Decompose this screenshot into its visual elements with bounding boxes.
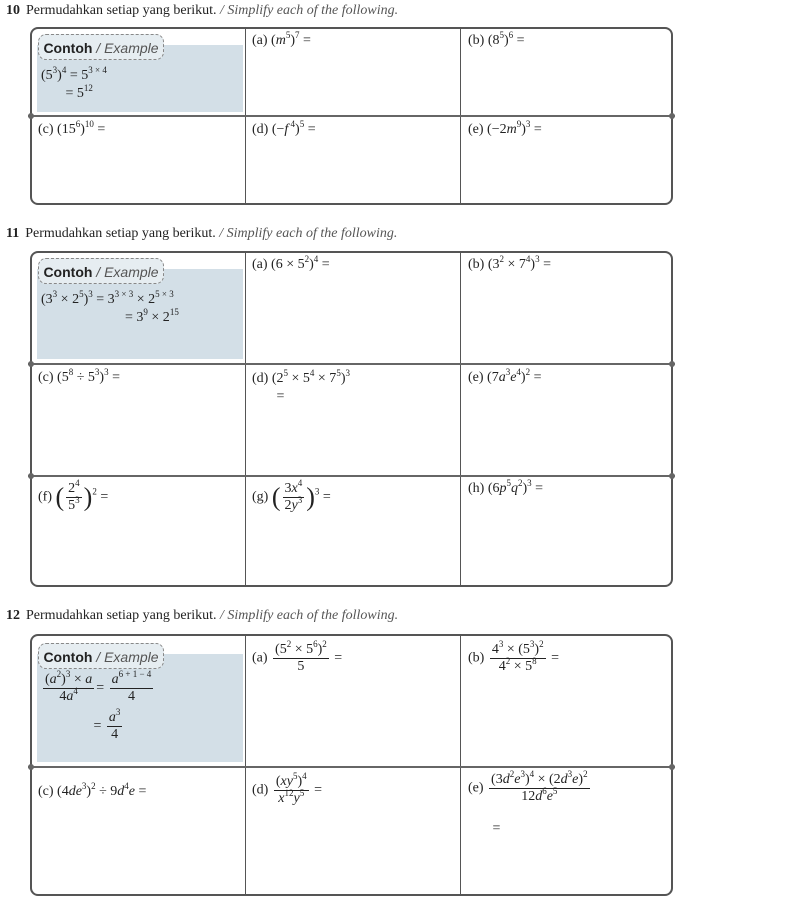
question-12d: (d) $\frac{(xy^5)^4}{x^{12}y^5}$ = <box>252 771 323 806</box>
question-12e: (e) $\frac{(3d^2e^3)^4 \times (2d^3e)^2}{12d^6e^5}$ = <box>468 769 588 836</box>
example-label: Contoh / Example <box>38 34 164 60</box>
column-divider <box>245 253 246 585</box>
example-label: Contoh / Example <box>38 258 164 284</box>
question-12-table <box>30 634 673 896</box>
column-divider <box>245 636 246 894</box>
question-11g: (g) ( $\frac{3x^4}{2y^3}$ )$^3$ = <box>252 478 331 513</box>
example-line: = $\frac{a^3}{4}$ <box>41 707 121 742</box>
example-line: = $3^9 \times 2^{15}$ <box>41 307 179 325</box>
question-12b: (b) $\frac{4^3 \times (5^3)^2}{4^2 \times 5^8}$ = <box>468 639 559 674</box>
question-11a: (a) $(6 \times 5^2)^4$ = <box>252 254 330 272</box>
column-divider <box>460 636 461 894</box>
question-10-table <box>30 27 673 205</box>
question-10d: (d) (−f $^4$)$^5$ = <box>252 119 316 137</box>
example-line: = $5^{12}$ <box>41 83 93 101</box>
question-10a: (a) $(m^5)^7$ = <box>252 30 311 48</box>
question-11d: (d) $(2^5 \times 5^4 \times 7^5)^3$ = <box>252 368 350 404</box>
row-divider <box>28 115 675 117</box>
question-11b: (b) $(3^2 \times 7^4)^3$ = <box>468 254 551 272</box>
question-10e: (e) $(-2m^9)^3$ = <box>468 119 542 137</box>
column-divider <box>460 253 461 585</box>
question-11h: (h) $(6p^5q^2)^3$ = <box>468 478 544 496</box>
question-11c: (c) $(5^8 \div 5^3)^3$ = <box>38 367 120 385</box>
question-12-heading: 12 Permudahkan setiap yang berikut. / Simplify each of the following. <box>6 608 399 623</box>
question-11f: (f) ( $\frac{2^4}{5^3}$ )$^2$ = <box>38 478 109 513</box>
question-10c: (c) $(15^6)^{10}$ = <box>38 119 106 137</box>
example-line: $(3^3 \times 2^5)^3 = 3^{3 \times 3} \times 2^{5 \times 3}$ <box>41 289 174 307</box>
question-11-heading: 11 Permudahkan setiap yang berikut. / Simplify each of the following. <box>6 226 398 241</box>
question-12a: (a) $\frac{(5^2 \times 5^6)^2}{5}$ = <box>252 639 343 674</box>
row-divider <box>28 363 675 365</box>
question-10b: (b) $(8^5)^6$ = <box>468 30 525 48</box>
row-divider <box>28 475 675 477</box>
question-11-table <box>30 251 673 587</box>
question-11e: (e) $(7a^3e^4)^2$ = <box>468 367 542 385</box>
question-10-heading: 10 Permudahkan setiap yang berikut. / Simplify each of the following. <box>6 3 399 18</box>
example-line: $(5^3)^4 = 5^{3 \times 4}$ <box>41 65 107 83</box>
row-divider <box>28 766 675 768</box>
question-12c: (c) $(4de^3)^2 \div 9d^4e$ = <box>38 781 147 799</box>
example-label: Contoh / Example <box>38 643 164 669</box>
example-line: $\frac{(a^2)^3 \times a}{4a^4}$ = $\frac{a^{6 + 1 - 4}}{4}$ <box>45 669 152 704</box>
